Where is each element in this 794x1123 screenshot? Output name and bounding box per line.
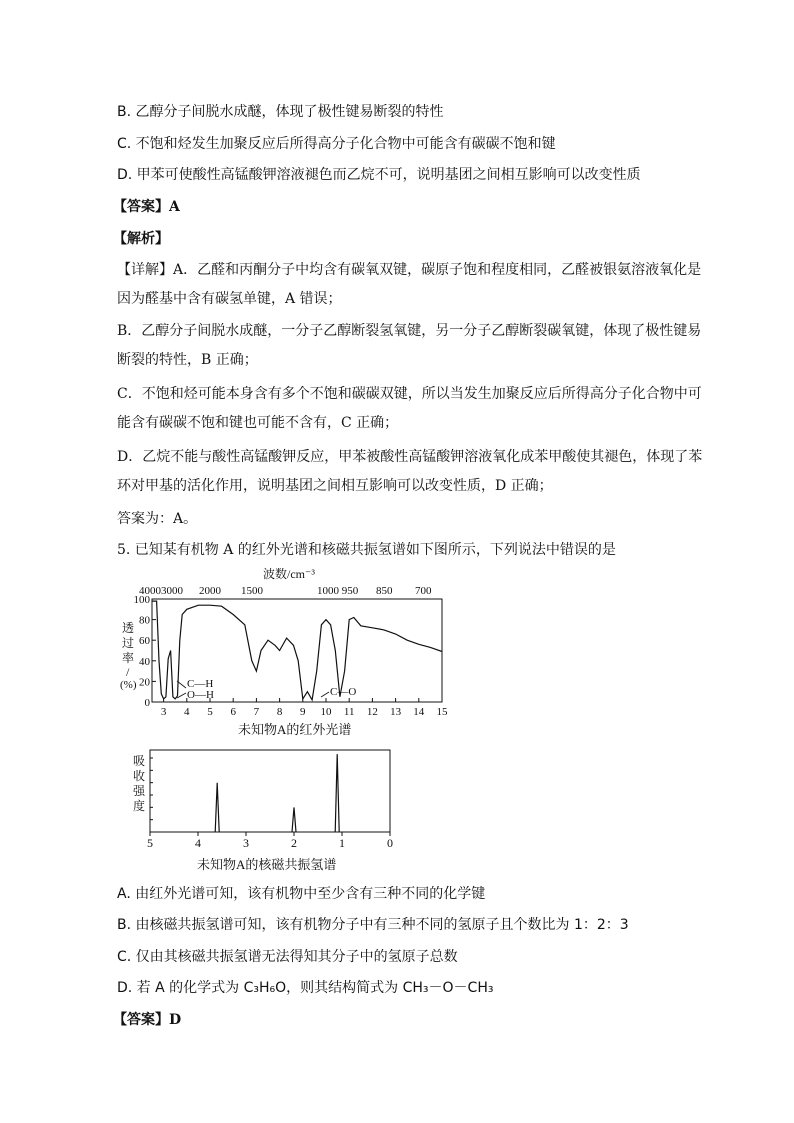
analysis-label-q4: 【解析】 xyxy=(113,231,169,247)
nmr-x-tick-label: 1 xyxy=(339,836,345,850)
detail-line-4: 断裂的特性，B 正确； xyxy=(117,352,258,368)
ir-annotation-oh: O—H xyxy=(187,689,214,701)
option-b-q4: B. 乙醇分子间脱水成醚，体现了极性键易断裂的特性 xyxy=(117,104,444,120)
ir-y-label-char: / xyxy=(126,665,130,679)
ir-y-tick-label: 100 xyxy=(133,594,150,606)
ir-x-tick-label: 4 xyxy=(184,706,190,718)
ir-x-tick-label: 5 xyxy=(207,706,213,718)
ir-x-tick-label: 13 xyxy=(390,706,402,718)
detail-line-1: 【详解】A．乙醛和丙酮分子中均含有碳氧双键，碳原子饱和程度相同，乙醛被银氨溶液氧化是 xyxy=(117,262,702,278)
option-d-q5: D. 若 A 的化学式为 C₃H₆O，则其结构简式为 CH₃－O－CH₃ xyxy=(117,980,494,996)
ir-x-tick-label: 12 xyxy=(366,706,378,718)
nmr-plot-frame xyxy=(150,750,390,832)
nmr-peak xyxy=(215,783,219,832)
ir-top-tick: 1500 xyxy=(241,585,263,597)
ir-x-tick-label: 7 xyxy=(253,706,260,718)
nmr-spectrum-figure xyxy=(130,745,410,875)
nmr-y-label-char: 收 xyxy=(133,769,146,783)
ir-x-tick-label: 14 xyxy=(413,706,425,718)
ir-x-tick-label: 15 xyxy=(436,706,448,718)
ir-x-tick-label: 3 xyxy=(160,706,167,718)
detail-line-9: 答案为：A。 xyxy=(117,511,198,527)
ir-top-axis-title: 波数/cm⁻³ xyxy=(263,567,315,581)
nmr-peak xyxy=(292,807,296,832)
nmr-x-tick-label: 5 xyxy=(147,836,153,850)
ir-y-tick-label: 0 xyxy=(144,697,150,709)
nmr-caption: 未知物A的核磁共振氢谱 xyxy=(197,857,337,872)
detail-line-5: C．不饱和烃可能本身含有多个不饱和碳碳双键，所以当发生加聚反应后所得高分子化合物中可 xyxy=(117,386,702,402)
ir-y-label-char: (%) xyxy=(120,679,137,691)
answer-q5: 【答案】D xyxy=(113,1012,182,1028)
nmr-x-tick-label: 4 xyxy=(195,836,201,850)
ir-y-tick-label: 40 xyxy=(139,655,150,668)
nmr-y-label-char: 吸 xyxy=(133,754,146,768)
ir-top-tick: 850 xyxy=(376,585,393,597)
ir-x-tick-label: 8 xyxy=(276,706,283,718)
answer-q4: 【答案】A xyxy=(113,199,180,215)
nmr-y-label-char: 强 xyxy=(133,784,146,798)
ir-annotation-ch: C—H xyxy=(187,678,214,690)
ir-x-tick-label: 11 xyxy=(343,706,355,718)
nmr-x-tick-label: 0 xyxy=(387,836,393,850)
detail-line-3: B．乙醇分子间脱水成醚，一分子乙醇断裂氢氧键，另一分子乙醇断裂碳氧键，体现了极性键易 xyxy=(117,323,702,339)
ir-caption: 未知物A的红外光谱 xyxy=(238,722,352,737)
detail-line-6: 能含有碳碳不饱和键也可能不含有，C 正确； xyxy=(117,415,399,431)
option-c-q4: C. 不饱和烃发生加聚反应后所得高分子化合物中可能含有碳碳不饱和键 xyxy=(117,136,556,152)
ir-y-tick-label: 80 xyxy=(139,614,150,627)
option-d-q4: D. 甲苯可使酸性高锰酸钾溶液褪色而乙烷不可，说明基团之间相互影响可以改变性质 xyxy=(117,167,641,183)
nmr-peak xyxy=(335,754,339,832)
ir-y-tick-label: 20 xyxy=(139,676,150,689)
ir-x-tick-label: 9 xyxy=(300,706,306,718)
ir-x-tick-label: 10 xyxy=(320,706,332,718)
ir-x-tick-label: 6 xyxy=(230,706,236,718)
question-5-stem: 5. 已知某有机物 A 的红外光谱和核磁共振氢谱如下图所示，下列说法中错误的是 xyxy=(117,542,616,558)
ir-top-tick: 1000 950 xyxy=(317,585,359,597)
ir-spectrum-figure xyxy=(120,562,460,742)
ir-top-tick: 2000 xyxy=(199,585,221,597)
ir-y-label-char: 率 xyxy=(122,651,135,665)
ir-y-label-char: 透 xyxy=(122,621,135,635)
ir-top-tick: 40003000 xyxy=(139,585,183,597)
option-a-q5: A. 由红外光谱可知，该有机物中至少含有三种不同的化学键 xyxy=(117,886,486,902)
nmr-x-tick-label: 3 xyxy=(243,836,249,850)
detail-line-2: 因为醛基中含有碳氢单键，A 错误； xyxy=(117,291,342,307)
ir-top-tick: 700 xyxy=(415,585,432,597)
nmr-x-tick-label: 2 xyxy=(291,836,297,850)
ir-y-tick-label: 60 xyxy=(139,635,150,648)
detail-line-8: 环对甲基的活化作用，说明基团之间相互影响可以改变性质，D 正确； xyxy=(117,478,553,494)
option-b-q5: B. 由核磁共振氢谱可知，该有机物分子中有三种不同的氢原子且个数比为 1：2：3 xyxy=(117,917,629,933)
detail-line-7: D．乙烷不能与酸性高锰酸钾反应，甲苯被酸性高锰酸钾溶液氧化成苯甲酸使其褪色，体现了苯 xyxy=(117,449,703,465)
option-c-q5: C. 仅由其核磁共振氢谱无法得知其分子中的氢原子总数 xyxy=(117,949,458,965)
nmr-y-label-char: 度 xyxy=(133,799,146,813)
ir-annotation-co: C—O xyxy=(330,686,357,698)
ir-y-label-char: 过 xyxy=(122,636,135,650)
